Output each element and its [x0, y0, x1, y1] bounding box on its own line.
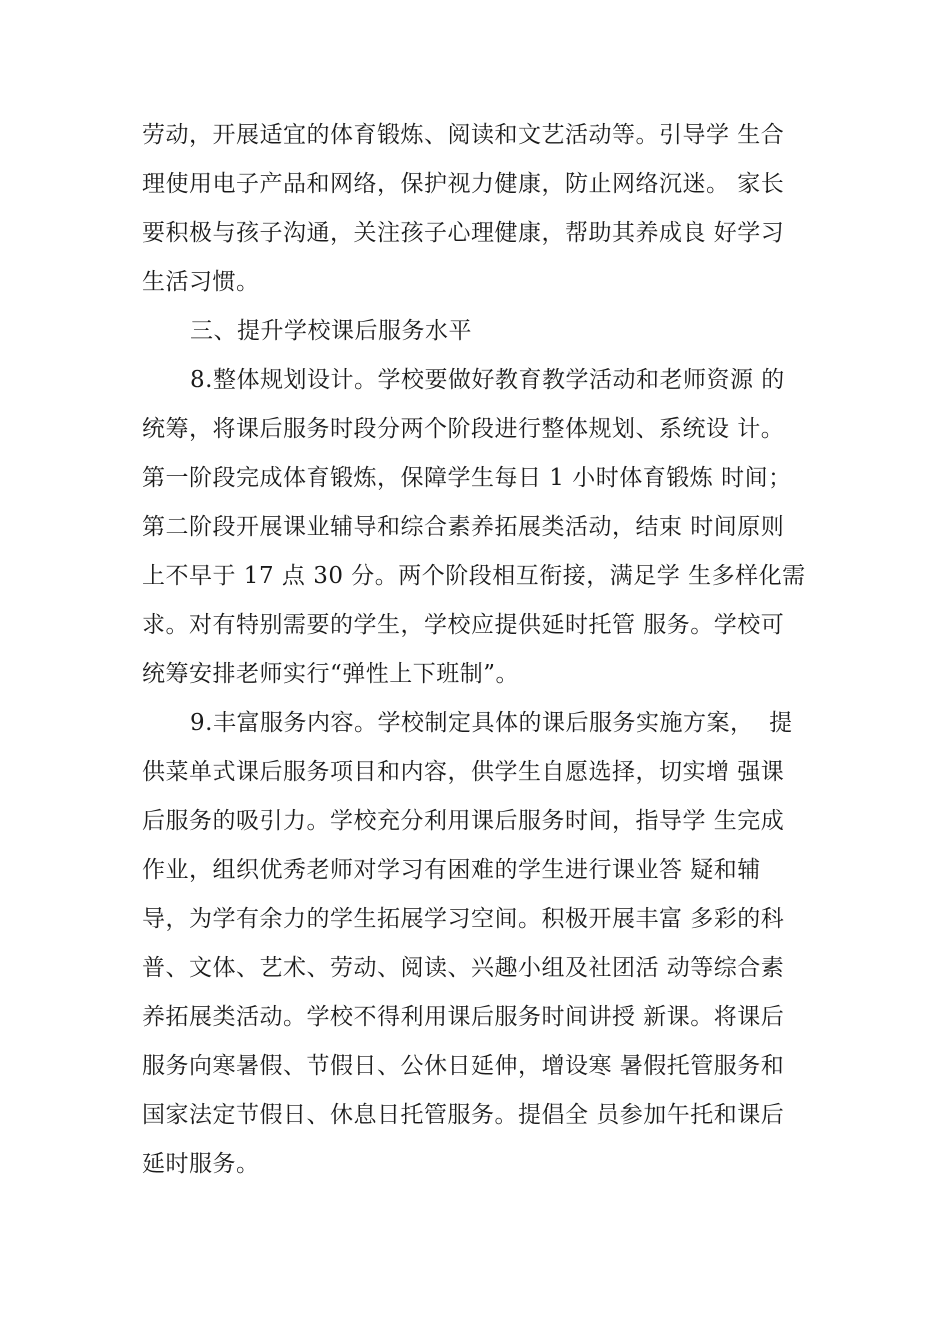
text-line: 养拓展类活动。学校不得利用课后服务时间讲授 新课。将课后 [142, 1004, 785, 1030]
text-line: 统筹安排老师实行“弹性上下班制”。 [142, 661, 520, 687]
text-line: 三、提升学校课后服务水平 [190, 318, 472, 344]
text-line: 上不早于 17 点 30 分。两个阶段相互衔接，满足学 生多样化需 [142, 563, 806, 589]
text-line: 国家法定节假日、休息日托管服务。提倡全 员参加午托和课后 [142, 1102, 785, 1128]
text-line: 9.丰富服务内容。学校制定具体的课后服务实施方案， 提 [190, 710, 793, 736]
text-line: 生活习惯。 [142, 269, 260, 295]
text-line: 延时服务。 [142, 1151, 260, 1177]
text-line: 劳动，开展适宜的体育锻炼、阅读和文艺活动等。引导学 生合 [142, 122, 785, 148]
text-line: 统筹，将课后服务时段分两个阶段进行整体规划、系统设 计。 [142, 416, 785, 442]
text-line: 第二阶段开展课业辅导和综合素养拓展类活动，结束 时间原则 [142, 514, 785, 540]
text-line: 作业，组织优秀老师对学习有困难的学生进行课业答 疑和辅 [142, 857, 761, 883]
text-line: 理使用电子产品和网络，保护视力健康，防止网络沉迷。 家长 [142, 171, 785, 197]
text-line: 导，为学有余力的学生拓展学习空间。积极开展丰富 多彩的科 [142, 906, 785, 932]
text-line: 普、文体、艺术、劳动、阅读、兴趣小组及社团活 动等综合素 [142, 955, 785, 981]
text-line: 第一阶段完成体育锻炼，保障学生每日 1 小时体育锻炼 时间； [142, 465, 792, 491]
text-line: 供菜单式课后服务项目和内容，供学生自愿选择，切实增 强课 [142, 759, 785, 785]
text-line: 求。对有特别需要的学生，学校应提供延时托管 服务。学校可 [142, 612, 785, 638]
text-line: 要积极与孩子沟通，关注孩子心理健康，帮助其养成良 好学习 [142, 220, 785, 246]
text-line: 8.整体规划设计。学校要做好教育教学活动和老师资源 的 [190, 367, 785, 393]
text-line: 服务向寒暑假、节假日、公休日延伸，增设寒 暑假托管服务和 [142, 1053, 785, 1079]
body-text [142, 111, 832, 1189]
text-line: 后服务的吸引力。学校充分利用课后服务时间，指导学 生完成 [142, 808, 785, 834]
